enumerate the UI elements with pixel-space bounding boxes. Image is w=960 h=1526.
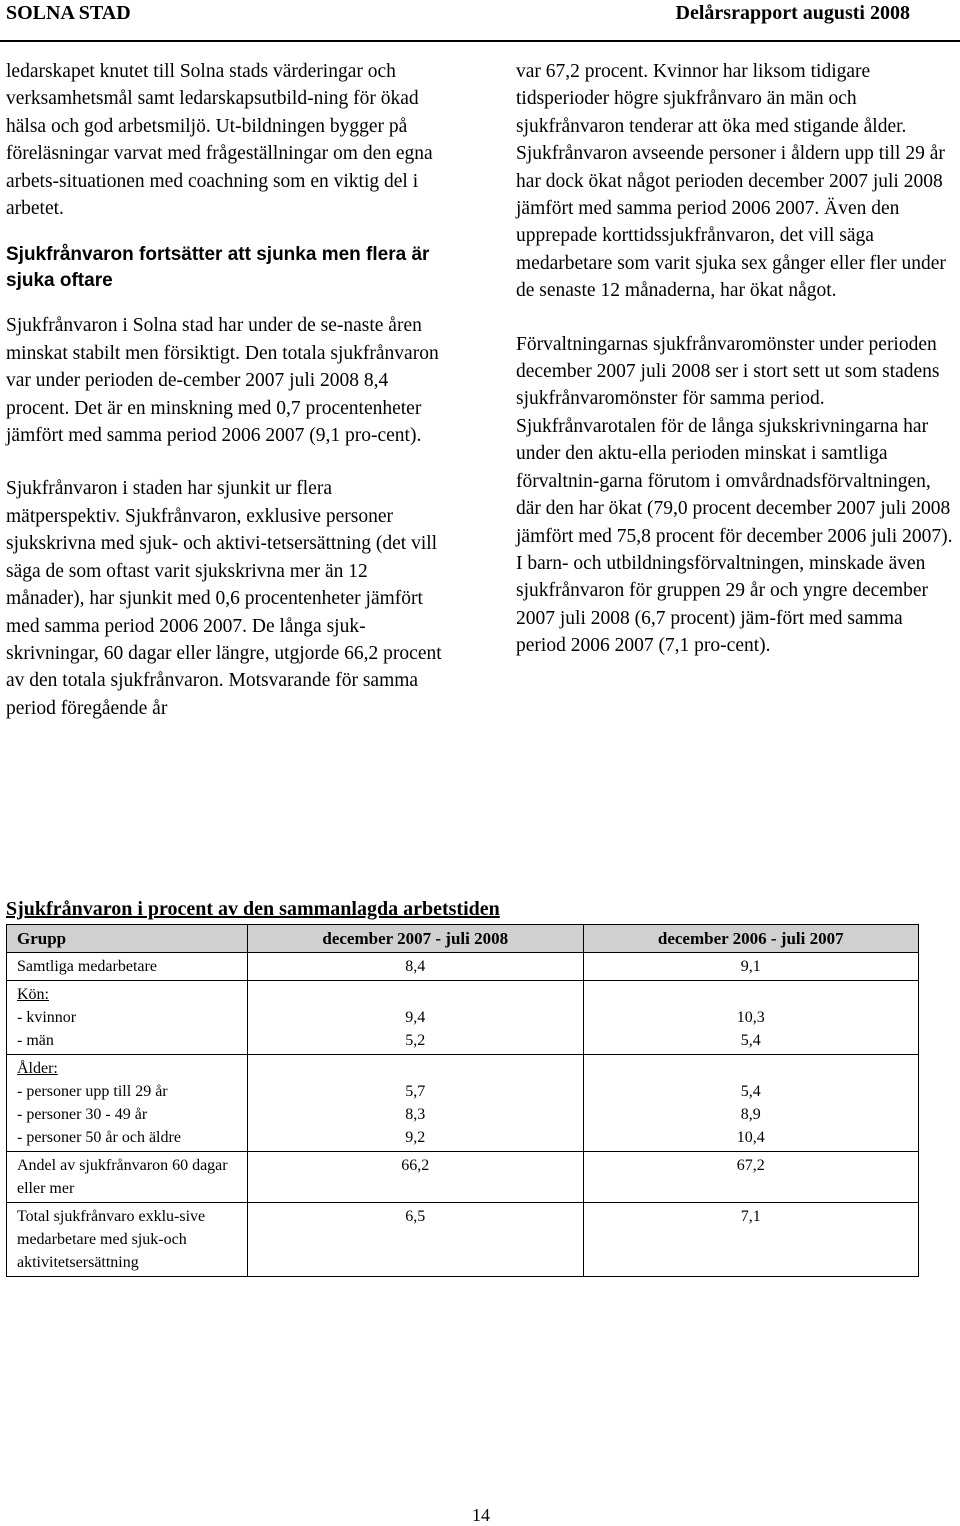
- cell-value: 8,9: [740, 1106, 761, 1123]
- cell-value: 10,4: [736, 1129, 765, 1146]
- group-label: Kön:: [17, 986, 49, 1003]
- row-label: Samtliga medarbetare: [7, 953, 248, 981]
- table-header-row: [7, 925, 919, 953]
- row-label: Total sjukfrånvaro exklu-sive medarbetare med sjuk-och aktivitetsersättning: [7, 1203, 248, 1277]
- header-rule: [0, 40, 960, 42]
- cell-value: 66,2: [248, 1152, 584, 1203]
- cell-value: 6,5: [248, 1203, 584, 1277]
- row-label: - män: [17, 1032, 54, 1049]
- cell-group: [583, 1055, 919, 1152]
- cell-value: 5,4: [740, 1032, 761, 1049]
- cell-value: 5,4: [740, 1083, 761, 1100]
- row-label: - kvinnor: [17, 1009, 77, 1026]
- cell-value: 9,4: [405, 1009, 426, 1026]
- paragraph: Sjukfrånvaron i Solna stad har under de se-naste åren minskat stabilt men försiktigt. Den totala sjukfrånvaron var under perioden de-cember 2007 juli 2008 8,4 procent. Det är en minskning med 0,7 procentenheter jämfört med samma period 2006 2007 (9,1 pro-cent).: [6, 315, 439, 447]
- row-label: Andel av sjukfrånvaron 60 dagar eller mer: [7, 1152, 248, 1203]
- cell-value: 9,1: [583, 953, 919, 981]
- cell-group: [248, 1055, 584, 1152]
- table-row: [7, 953, 919, 981]
- cell-value: 8,3: [405, 1106, 426, 1123]
- table-title: Sjukfrånvaron i procent av den sammanlagda arbetstiden: [6, 898, 500, 920]
- table-row: [7, 981, 919, 1055]
- paragraph: Sjukfrånvaron i staden har sjunkit ur flera mätperspektiv. Sjukfrånvaron, exklusive personer sjukskrivna med sjuk- och aktivi-tetsersättning (det vill säga de som oftast varit sjukskrivna mer än 12 månader), har sjunkit med 0,6 procentenheter jämfört med samma period 2006 2007. De långa sjuk-skrivningar, 60 dagar eller längre, utgjorde 66,2 procent av den totala sjukfrånvaron. Motsvarande för samma period föregående år: [6, 478, 442, 719]
- column-header: Grupp: [7, 925, 248, 953]
- left-column: [6, 58, 448, 722]
- group-label: Ålder:: [17, 1060, 58, 1077]
- header-org: SOLNA STAD: [6, 2, 131, 24]
- cell-group: [248, 981, 584, 1055]
- paragraph: Förvaltningarnas sjukfrånvaromönster under perioden december 2007 juli 2008 ser i stort sett ut som stadens sjukfrånvaromönster för samma period. Sjukfrånvarotalen för de långa sjukskrivningarna har under den aktu-ella perioden minskat i samtliga förvaltnin-garna förutom i omvårdnadsförvaltningen, där den har ökat (79,0 procent december 2007 juli 2008 jämfört med 75,8 procent för december 2006 juli 2007). I barn- och utbildningsförvaltningen, minskade även sjukfrånvaron för gruppen 29 år och yngre december 2007 juli 2008 (6,7 procent) jäm-fört med samma period 2006 2007 (7,1 pro-cent).: [516, 333, 953, 657]
- page-number: 14: [472, 1505, 490, 1525]
- table-row: [7, 1152, 919, 1203]
- cell-value: 10,3: [736, 1009, 765, 1026]
- row-label-group: [7, 1055, 248, 1152]
- table-row: [7, 1055, 919, 1152]
- paragraph: ledarskapet knutet till Solna stads värderingar och verksamhetsmål samt ledarskapsutbild-ning för ökad hälsa och god arbetsmiljö. Ut-bildningen bygger på föreläsningar varvat med frågeställningar om den egna arbets-situationen med coachning som en viktig del i arbetet.: [6, 61, 433, 220]
- cell-value: 5,2: [405, 1032, 426, 1049]
- column-header: december 2006 - juli 2007: [583, 925, 919, 953]
- cell-value: 67,2: [583, 1152, 919, 1203]
- paragraph: var 67,2 procent. Kvinnor har liksom tidigare tidsperioder högre sjukfrånvaro än män och sjukfrånvaron tenderar att öka med stigande ålder. Sjukfrånvaron avseende personer i åldern upp till 29 år har dock ökat något perioden december 2007 juli 2008 jämfört med samma period 2006 2007. Även den upprepade korttidssjukfrånvaron, det vill säga medarbetare som varit sjuka sex gånger eller fler under de senaste 12 månaderna, har ökat något.: [516, 61, 946, 302]
- table-row: [7, 1203, 919, 1277]
- row-label: - personer 50 år och äldre: [17, 1129, 181, 1146]
- header-report-title: Delårsrapport augusti 2008: [675, 2, 910, 24]
- cell-value: 5,7: [405, 1083, 426, 1100]
- column-header: december 2007 - juli 2008: [248, 925, 584, 953]
- cell-value: 7,1: [583, 1203, 919, 1277]
- row-label-group: [7, 981, 248, 1055]
- section-heading: Sjukfrånvaron fortsätter att sjunka men flera är sjuka oftare: [6, 244, 430, 292]
- sick-leave-table: [6, 924, 919, 1277]
- cell-group: [583, 981, 919, 1055]
- row-label: - personer upp till 29 år: [17, 1083, 168, 1100]
- cell-value: 9,2: [405, 1129, 426, 1146]
- row-label: - personer 30 - 49 år: [17, 1106, 148, 1123]
- right-column: [516, 58, 956, 660]
- cell-value: 8,4: [248, 953, 584, 981]
